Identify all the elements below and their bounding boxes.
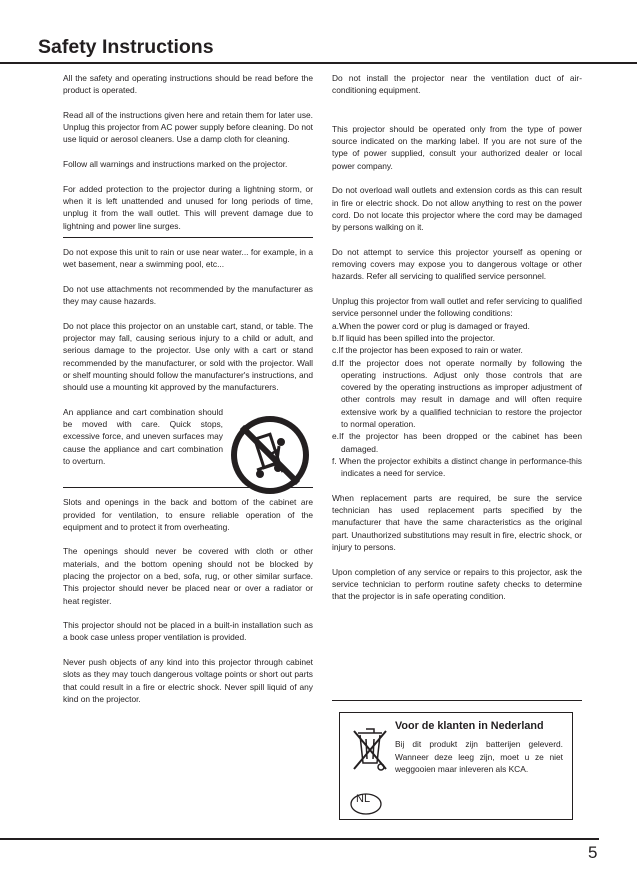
left-column	[63, 72, 313, 718]
paragraph: The openings should never be covered with cloth or other materials, and the bottom opening should not be blocked by placing the projector on a bed, sofa, rug, or other similar surface. This projector should never be placed near or over a radiator or heat register.	[63, 546, 313, 606]
list-item: f. When the projector exhibits a distinct change in performance-this indicates a need for service.	[332, 455, 582, 479]
list-item: b.If liquid has been spilled into the projector.	[332, 332, 495, 343]
list-item: d.If the projector does not operate normally by following the operating instructions. Adjust only those controls that are covered by the operating instructions as improper adjustment of other controls may result in damage and will often require extensive work by a qualified technician to restore the projector to normal operation.	[332, 357, 582, 430]
paragraph: Upon completion of any service or repairs to this projector, ask the service technician to perform routine safety checks to determine that the projector is in safe operating condition.	[332, 566, 582, 602]
cart-warning-text: An appliance and cart combination should be moved with care. Quick stops, excessive force, and uneven surfaces may cause the appliance and cart combination to overturn.	[63, 406, 223, 466]
paragraph: Do not place this projector on an unstable cart, stand, or table. The projector may fall, causing serious injury to a child or adult, and serious damage to the projector. Use only with a cart or stand recommended by the manufacturer, or sold with the projector. Wall or shelf mounting should follow the manufacturer's instructions, and should use a mounting kit approved by the manufacturers.	[63, 320, 313, 393]
paragraph: This projector should be operated only from the type of power source indicated on the marking label. If you are not sure of the type of power supplied, consult your authorized dealer or local power company.	[332, 123, 582, 171]
paragraph: For added protection to the projector during a lightning storm, or when it is left unattended and unused for long periods of time, unplug it from the wall outlet. This will prevent damage due to lightning and power line surges.	[63, 183, 313, 231]
paragraph: All the safety and operating instructions should be read before the product is operated.	[63, 73, 313, 96]
cart-warning-block	[63, 406, 313, 467]
paragraph: Do not install the projector near the ventilation duct of air-conditioning equipment.	[332, 73, 582, 96]
paragraph: Slots and openings in the back and bottom of the cabinet are provided for ventilation, to ensure reliable operation of the equipment and to protect it from overheating.	[63, 497, 313, 532]
nl-logo-label: NL	[356, 793, 371, 805]
paragraph: Do not use attachments not recommended by the manufacturer as they may cause hazards.	[63, 283, 313, 307]
nl-notice-body: Bij dit produkt zijn batterijen geleverd. Wanneer deze leeg zijn, moet u ze niet weggooien maar inleveren als KCA.	[395, 739, 563, 775]
paragraph: Do not attempt to service this projector yourself as opening or removing covers may expose you to dangerous voltage or other hazards. Refer all servicing to qualified service personnel.	[332, 246, 582, 282]
list-item: a.When the power cord or plug is damaged or frayed.	[332, 320, 530, 331]
right-column	[332, 72, 582, 615]
paragraph: Read all of the instructions given here and retain them for later use. Unplug this projector from AC power supply before cleaning. Do not use liquid or aerosol cleaners. Use a damp cloth for cleaning.	[63, 109, 313, 145]
paragraph: This projector should not be placed in a built-in installation such as a book case unless proper ventilation is provided.	[63, 620, 313, 643]
paragraph: Never push objects of any kind into this projector through cabinet slots as they may touch dangerous voltage points or short out parts that could result in a fire or electric shock. Never spill liquid of any kind on the projector.	[63, 657, 313, 704]
list-item: c.If the projector has been exposed to rain or water.	[332, 345, 523, 356]
title-rule	[0, 62, 637, 64]
nl-battery-notice	[339, 712, 573, 820]
paragraph: Do not overload wall outlets and extension cords as this can result in fire or electric shock. Do not allow anything to rest on the power cord. Do not locate this projector where the cord may be damaged by persons walking on it.	[332, 185, 582, 233]
spacer	[332, 109, 582, 123]
footer-rule	[0, 838, 599, 840]
paragraph: When replacement parts are required, be sure the service technician has used replacement parts specified by the manufacturer that have the same characteristics as the original part. Unauthorized substitutions may result in fire, electric shock, or injury to persons.	[332, 492, 582, 552]
paragraph: Follow all warnings and instructions marked on the projector.	[63, 159, 288, 170]
service-conditions-list	[332, 320, 582, 480]
paragraph: Unplug this projector from wall outlet and refer servicing to qualified service personnel under the following conditions:	[332, 296, 582, 319]
page-title: Safety Instructions	[38, 36, 214, 58]
paragraph: Do not expose this unit to rain or use near water... for example, in a wet basement, near a swimming pool, etc...	[63, 246, 313, 270]
list-item: e.If the projector has been dropped or the cabinet has been damaged.	[332, 431, 582, 454]
section-divider	[63, 237, 313, 238]
page-number: 5	[588, 843, 598, 862]
cart-tipover-warning-icon	[229, 414, 311, 496]
section-divider	[332, 700, 582, 701]
nl-notice-title: Voor de klanten in Nederland	[395, 720, 544, 732]
